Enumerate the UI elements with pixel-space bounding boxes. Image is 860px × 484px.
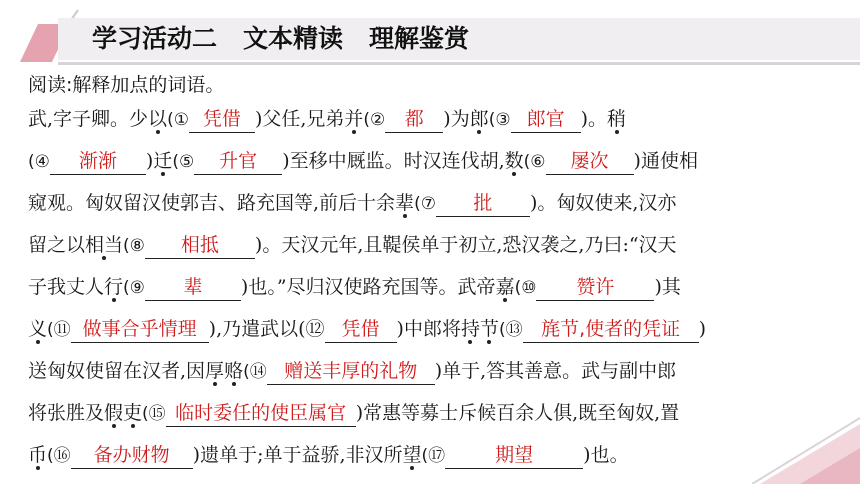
passage-line: 将张胜及假吏(⑮ 临时委任的使臣属官 )常惠等募士斥候百余人俱,既至匈奴,置 [28,392,828,434]
answer-blank: 凭借 [189,106,255,133]
dotted-word: 赂 [224,360,244,382]
corner-decoration [700,404,860,484]
dotted-word: 假 [104,402,124,424]
dotted-word: 行 [104,276,124,298]
answer-blank: 凭借 [325,316,397,343]
dotted-word: 嘉 [495,276,515,298]
page-title: 学习活动二 文本精读 理解鉴赏 [92,24,470,53]
dotted-word: 郎 [469,108,489,130]
answer-blank: 辈 [145,274,241,301]
passage-line: 币(⑯ 备办财物 )遗单于;单于益骄,非汉所望(⑰ 期望 )也。 [28,434,828,476]
dotted-word: 稍 [607,108,627,130]
answer-blank: 旄节,使者的凭证 [523,316,699,343]
answer-blank: 相抵 [145,232,255,259]
answer-blank: 郎官 [511,106,581,133]
dotted-word: 吏 [123,402,143,424]
passage-line: 窥观。匈奴留汉使郭吉、路充国等,前后十余辈(⑦ 批 )。匈奴使来,汉亦 [28,182,828,224]
answer-blank: 赠送丰厚的礼物 [267,358,435,385]
dotted-word: 望 [402,444,422,466]
answer-blank: 做事合乎情理 [71,316,209,343]
answer-blank: 备办财物 [71,442,193,469]
answer-blank: 渐渐 [50,148,146,175]
answer-blank: 升官 [194,148,282,175]
instruction: 阅读:解释加点的词语。 [28,74,225,96]
passage-line: 留之以相当(⑧ 相抵 )。天汉元年,且鞮侯单于初立,恐汉袭之,乃曰:“汉天 [28,224,828,266]
passage-line: 子我丈人行(⑨ 辈 )也。”尽归汉使路充国等。武帝嘉(⑩ 赞许 )其 [28,266,828,308]
dotted-word: 并 [344,108,364,130]
answer-blank: 都 [385,106,443,133]
passage-line: (④ 渐渐 )迁(⑤ 升官 )至移中厩监。时汉连伐胡,数(⑥ 屡次 )通使相 [28,140,828,182]
answer-blank: 屡次 [546,148,634,175]
dotted-word: 厚 [205,360,225,382]
dotted-word: 辈 [395,192,415,214]
dotted-word: 持 [460,318,480,340]
dotted-word: 义 [28,318,48,340]
dotted-word: 以 [148,108,168,130]
dotted-word: 相当 [85,234,124,256]
dotted-word: 币 [28,444,48,466]
passage-line: 送匈奴使留在汉者,因厚赂(⑭ 赠送丰厚的礼物 )单于,答其善意。武与副中郎 [28,350,828,392]
answer-blank: 赞许 [536,274,654,301]
answer-blank: 批 [436,190,530,217]
passage-line: 武,字子卿。少以(① 凭借 )父任,兄弟并(② 都 )为郎(③ 郎官 )。稍 [28,98,828,140]
dotted-word: 数 [504,150,524,172]
header-underline [58,62,860,65]
answer-blank: 期望 [445,442,583,469]
dotted-word: 节 [479,318,499,340]
answer-blank: 临时委任的使臣属官 [166,400,356,427]
dotted-word: 迁 [153,150,173,172]
passage-line: 义(⑪ 做事合乎情理 ),乃遣武以(⑫ 凭借 )中郎将持节(⑬ 旄节,使者的凭证 ) [28,308,828,350]
